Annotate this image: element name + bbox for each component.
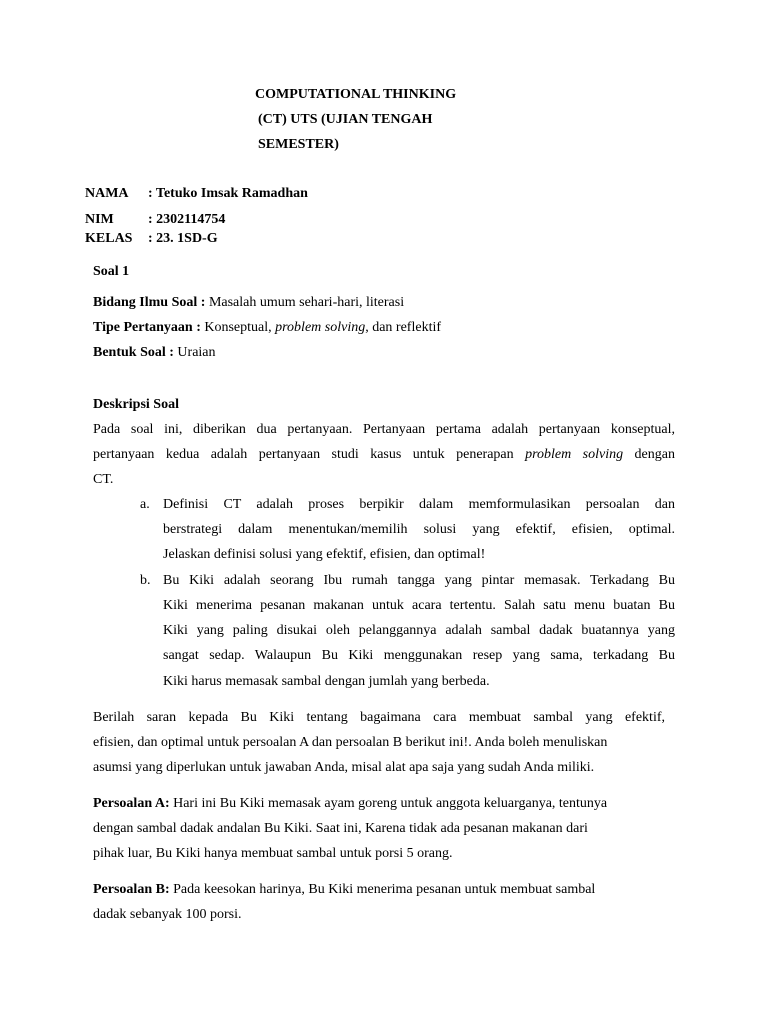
list-b-line-4: sangat sedap. Walaupun Bu Kiki menggunakan resep yang sama, terkadang Bu bbox=[163, 648, 675, 663]
doc-title-line-3: SEMESTER) bbox=[258, 137, 339, 152]
tipe-value-italic: problem solving bbox=[275, 320, 366, 335]
doc-title-line-1: COMPUTATIONAL THINKING bbox=[255, 87, 457, 102]
bentuk-line bbox=[93, 345, 216, 361]
persoalan-a-line-2: dengan sambal dadak andalan Bu Kiki. Saat ini, Karena tidak ada pesanan makanan dari bbox=[93, 821, 588, 836]
list-marker-a: a. bbox=[140, 497, 150, 512]
list-b-line-2: Kiki menerima pesanan makanan untuk acara tertentu. Salah satu menu buatan Bu bbox=[163, 598, 675, 613]
soal-heading: Soal 1 bbox=[93, 264, 130, 279]
persoalan-b-line-1: Persoalan B: Pada keesokan harinya, Bu Kiki menerima pesanan untuk membuat sambal bbox=[93, 882, 596, 897]
bentuk-value: Uraian bbox=[173, 345, 216, 360]
bidang-line bbox=[93, 295, 404, 311]
persoalan-a-line-3: pihak luar, Bu Kiki hanya membuat sambal untuk porsi 5 orang. bbox=[93, 846, 453, 861]
tipe-label: Tipe Pertanyaan : bbox=[93, 320, 201, 335]
bentuk-label: Bentuk Soal : bbox=[93, 345, 174, 360]
list-a-line-2: berstrategi dalam menentukan/memilih solusi yang efektif, efisien, optimal. bbox=[163, 522, 675, 537]
kelas-value: : 23. 1SD-G bbox=[148, 231, 218, 246]
deskripsi-line-3: CT. bbox=[93, 472, 114, 487]
persoalan-b-line-2: dadak sebanyak 100 porsi. bbox=[93, 907, 242, 922]
saran-line-1: Berilah saran kepada Bu Kiki tentang bagaimana cara membuat sambal yang efektif, bbox=[93, 710, 665, 725]
list-b-line-5: Kiki harus memasak sambal dengan jumlah yang berbeda. bbox=[163, 674, 490, 689]
persoalan-a-label: Persoalan A: bbox=[93, 796, 170, 811]
list-b-line-1: Bu Kiki adalah seorang Ibu rumah tangga yang pintar memasak. Terkadang Bu bbox=[163, 573, 675, 588]
tipe-value-a: Konseptual, bbox=[200, 320, 276, 335]
tipe-line bbox=[93, 320, 441, 336]
persoalan-b-label: Persoalan B: bbox=[93, 882, 170, 897]
kelas-label: KELAS bbox=[85, 231, 133, 246]
doc-title-line-2: (CT) UTS (UJIAN TENGAH bbox=[258, 112, 433, 127]
nama-value: : Tetuko Imsak Ramadhan bbox=[148, 186, 308, 201]
list-a-line-3: Jelaskan definisi solusi yang efektif, efisien, dan optimal! bbox=[163, 547, 486, 562]
nim-label: NIM bbox=[85, 212, 114, 227]
list-b-line-3: Kiki yang paling disukai oleh pelanggannya adalah sambal dadak buatannya yang bbox=[163, 623, 675, 638]
list-marker-b: b. bbox=[140, 573, 151, 588]
nama-label: NAMA bbox=[85, 186, 129, 201]
persoalan-a-line-1: Persoalan A: Hari ini Bu Kiki memasak ayam goreng untuk anggota keluarganya, tentunya bbox=[93, 796, 608, 811]
deskripsi-line-1: Pada soal ini, diberikan dua pertanyaan. Pertanyaan pertama adalah pertanyaan konseptual, bbox=[93, 422, 675, 437]
nim-value: : 2302114754 bbox=[148, 212, 226, 227]
tipe-value-b: , dan reflektif bbox=[365, 320, 442, 335]
deskripsi-heading: Deskripsi Soal bbox=[93, 397, 179, 412]
saran-line-3: asumsi yang diperlukan untuk jawaban Anda, misal alat apa saja yang sudah Anda miliki. bbox=[93, 760, 595, 775]
deskripsi-line-2: pertanyaan kedua adalah pertanyaan studi kasus untuk penerapan problem solving dengan bbox=[93, 447, 675, 462]
list-a-line-1: Definisi CT adalah proses berpikir dalam memformulasikan persoalan dan bbox=[163, 497, 675, 512]
bidang-label: Bidang Ilmu Soal : bbox=[93, 295, 206, 310]
saran-line-2: efisien, dan optimal untuk persoalan A dan persoalan B berikut ini!. Anda boleh menuliskan bbox=[93, 735, 608, 750]
bidang-value: Masalah umum sehari-hari, literasi bbox=[205, 295, 405, 310]
